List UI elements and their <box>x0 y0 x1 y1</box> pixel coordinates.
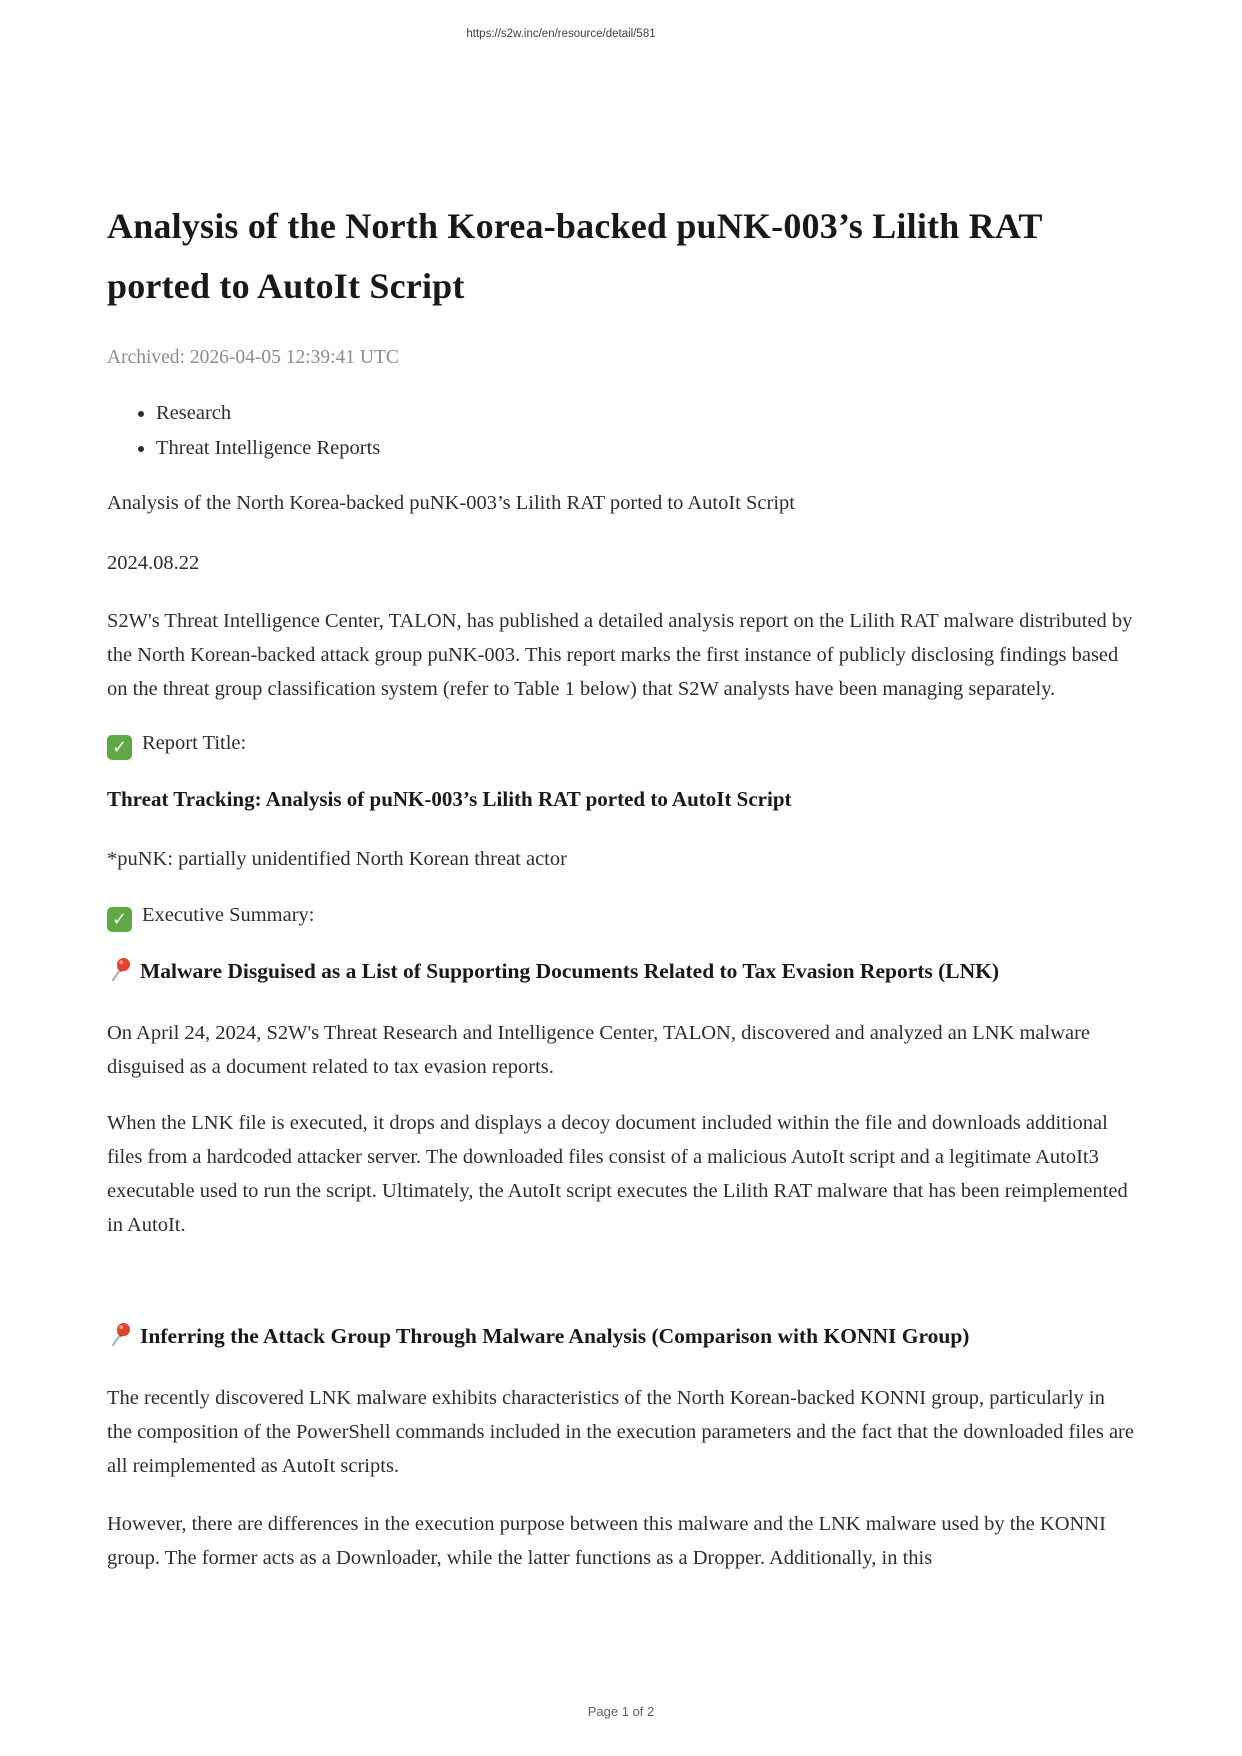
check-icon: ✓ <box>107 907 132 932</box>
report-title: Threat Tracking: Analysis of puNK-003’s Lilith RAT ported to AutoIt Script <box>107 787 792 811</box>
section-paragraph: When the LNK file is executed, it drops and displays a decoy document included within the file and downloads additional files from a hardcoded attacker server. The downloaded files consist of a malicious AutoIt script and a legitimate AutoIt3 executable used to run the script. Ultimately, the AutoIt script executes the Lilith RAT malware that has been reimplemented in AutoIt. <box>107 1112 1128 1236</box>
article-subtitle: Analysis of the North Korea-backed puNK-003’s Lilith RAT ported to AutoIt Script <box>107 492 795 514</box>
check-icon: ✓ <box>107 735 132 760</box>
section-heading-label: Inferring the Attack Group Through Malware Analysis (Comparison with KONNI Group) <box>140 1324 970 1348</box>
section-heading-label: Malware Disguised as a List of Supporting Documents Related to Tax Evasion Reports (LNK) <box>140 959 1000 983</box>
archive-url-header: https://s2w.inc/en/resource/detail/581 <box>466 28 656 40</box>
article-body <box>107 0 1135 1575</box>
report-title-label-line <box>107 726 1135 760</box>
executive-summary-label: Executive Summary: <box>142 904 315 926</box>
section-paragraph: On April 24, 2024, S2W's Threat Research and Intelligence Center, TALON, discovered and analyzed an LNK malware disguised as a document related to tax evasion reports. <box>107 1022 1091 1078</box>
archived-timestamp: Archived: 2026-04-05 12:39:41 UTC <box>107 347 399 368</box>
page-number: Page 1 of 2 <box>587 1704 655 1719</box>
category-item-research <box>156 396 1135 431</box>
category-label: Threat Intelligence Reports <box>156 437 381 459</box>
section-paragraph: The recently discovered LNK malware exhibits characteristics of the North Korean-backed KONNI group, particularly in the composition of the PowerShell commands included in the execution parameters and the fact that the downloaded files are all reimplemented as AutoIt scripts. <box>107 1387 1134 1477</box>
intro-paragraph: S2W's Threat Intelligence Center, TALON, has published a detailed analysis report on the Lilith RAT malware distributed by the North Korean-backed attack group puNK-003. This report marks the first instance of publicly disclosing findings based on the threat group classification system (refer to Table 1 below) that S2W analysts have been managing separately. <box>107 610 1133 700</box>
category-list <box>107 396 1135 466</box>
category-label: Research <box>156 402 232 424</box>
article-date: 2024.08.22 <box>107 552 200 574</box>
executive-summary-label-line <box>107 898 1135 932</box>
article-title: Analysis of the North Korea-backed puNK-003’s Lilith RAT ported to AutoIt Script <box>107 206 1042 306</box>
pushpin-icon <box>107 956 133 982</box>
pushpin-icon <box>107 1321 133 1347</box>
section-heading-inferring-attack-group <box>107 1319 1135 1353</box>
punk-footnote: *puNK: partially unidentified North Korean threat actor <box>107 848 567 870</box>
section-heading-malware-disguised <box>107 954 1135 988</box>
category-item-threat-intelligence-reports <box>156 431 1135 466</box>
report-title-label: Report Title: <box>142 732 247 754</box>
section-paragraph: However, there are differences in the execution purpose between this malware and the LNK malware used by the KONNI group. The former acts as a Downloader, while the latter functions as a Dropper. Additionally, in this <box>107 1513 1106 1569</box>
